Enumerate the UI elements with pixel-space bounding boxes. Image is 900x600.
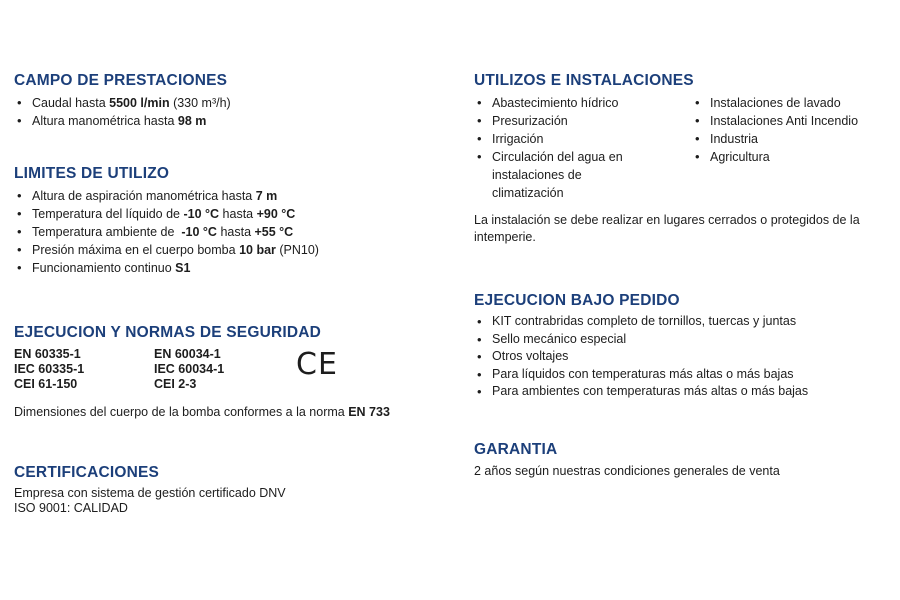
section-limites [14,165,434,277]
norm-code: IEC 60034-1 [154,362,225,376]
list-item: • Irrigación [474,130,692,148]
list-item: • Presurización [474,112,692,130]
list-item: • Altura manométrica hasta 98 m [14,112,434,130]
section-title: EJECUCION Y NORMAS DE SEGURIDAD [14,324,322,341]
utilizos-list-1 [474,94,692,202]
norm-code: EN 60034-1 [154,347,221,361]
limites-list [14,187,434,277]
cert-line: ISO 9001: CALIDAD [14,501,128,515]
list-item: • KIT contrabridas completo de tornillos, tuercas y juntas [474,313,894,331]
section-utilizos [474,72,894,246]
section-title: UTILIZOS E INSTALACIONES [474,72,694,89]
list-item: • Instalaciones Anti Incendio [692,112,892,130]
section-title: CERTIFICACIONES [14,464,160,481]
section-title: LIMITES DE UTILIZO [14,165,170,182]
installation-note: La instalación se debe realizar en lugares cerrados o protegidos de la intemperie. [474,213,860,244]
norms-grid [14,347,434,395]
utilizos-list-2 [692,94,892,202]
section-title: CAMPO DE PRESTACIONES [14,72,228,89]
list-item: • Para líquidos con temperaturas más altas o más bajas [474,366,894,384]
ce-mark-icon: CE [296,347,338,382]
list-item: • Presión máxima en el cuerpo bomba 10 bar (PN10) [14,241,434,259]
list-item: • Instalaciones de lavado [692,94,892,112]
list-item: • Otros voltajes [474,348,894,366]
utilizos-columns [474,94,894,202]
list-item: • Agricultura [692,148,892,166]
cert-line: Empresa con sistema de gestión certificado DNV [14,486,286,500]
list-item: • Altura de aspiración manométrica hasta 7 m [14,187,434,205]
list-item: • Industria [692,130,892,148]
section-pedido [474,292,894,401]
section-cert [14,464,434,516]
section-title: EJECUCION BAJO PEDIDO [474,292,680,309]
norm-code: EN 60335-1 [14,347,81,361]
campo-list [14,94,434,130]
norm-code: IEC 60335-1 [14,362,85,376]
section-title: GARANTIA [474,441,558,458]
list-item: • Temperatura del líquido de -10 °C hasta +90 °C [14,205,434,223]
list-item: • Abastecimiento hídrico [474,94,692,112]
garantia-text: 2 años según nuestras condiciones generales de venta [474,464,780,478]
list-item: • Caudal hasta 5500 l/min (330 m³/h) [14,94,434,112]
section-campo [14,72,434,130]
list-item: • Temperatura ambiente de -10 °C hasta +55 °C [14,223,434,241]
list-item: • Sello mecánico especial [474,331,894,349]
section-normas [14,324,434,421]
norm-code: CEI 61-150 [14,377,78,391]
norm-code: CEI 2-3 [154,377,197,391]
dimensions-note: Dimensiones del cuerpo de la bomba conformes a la norma EN 733 [14,405,390,419]
pedido-list [474,313,894,401]
list-item: • Funcionamiento continuo S1 [14,259,434,277]
section-garantia [474,441,894,480]
list-item: • Circulación del agua en instalaciones de climatización [474,148,632,202]
list-item: • Para ambientes con temperaturas más altas o más bajas [474,383,894,401]
